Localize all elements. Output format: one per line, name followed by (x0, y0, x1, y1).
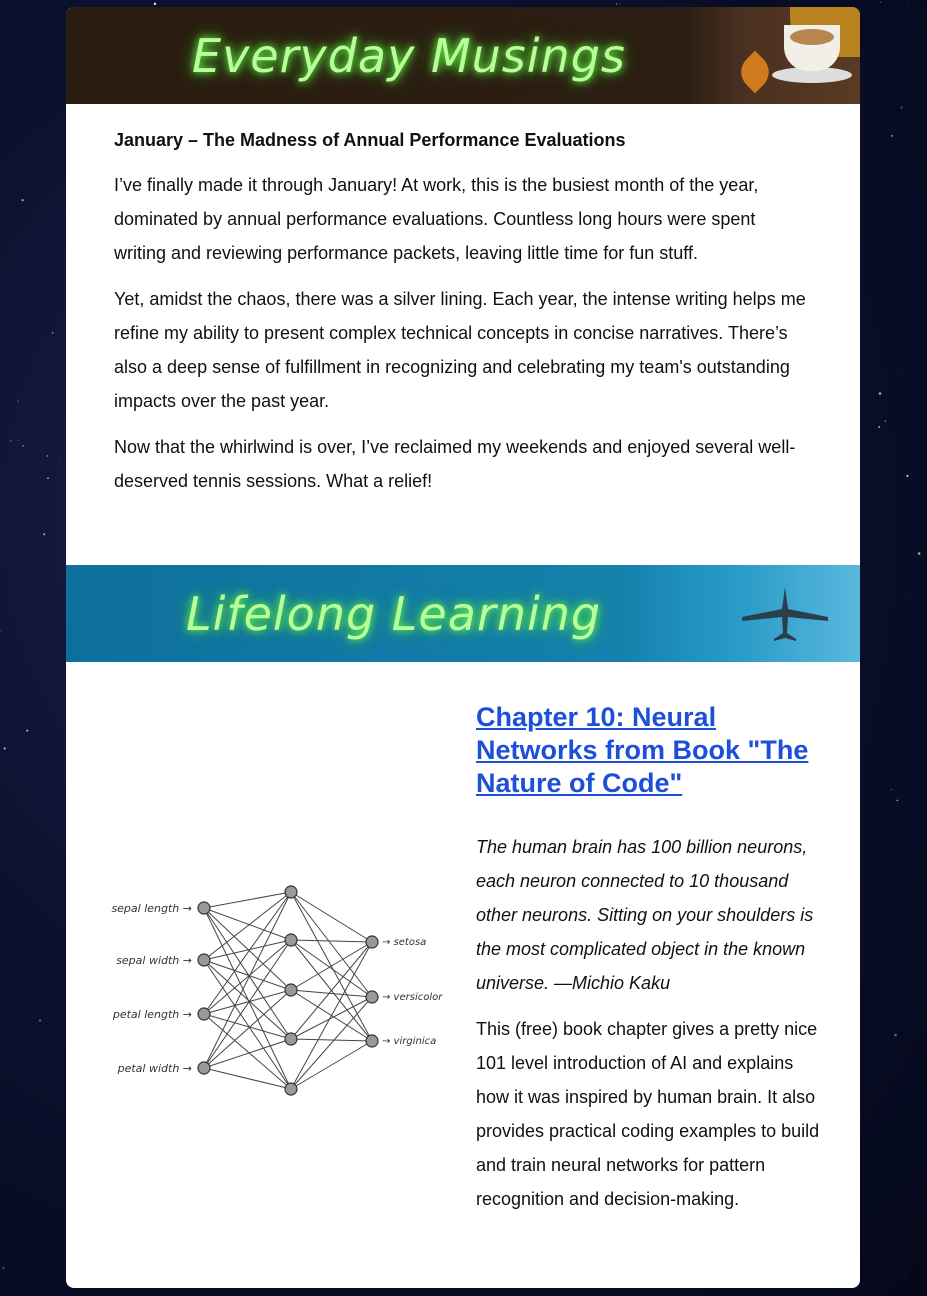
neuron-node (366, 936, 378, 948)
connection-line (291, 1039, 372, 1041)
star (891, 135, 893, 137)
connection-line (204, 940, 291, 1014)
neuron-node (366, 1035, 378, 1047)
star (878, 426, 880, 428)
connection-line (204, 892, 291, 1014)
star (22, 445, 24, 447)
star (880, 2, 881, 3)
input-label: sepal length → (111, 902, 192, 915)
leaf-image (734, 51, 776, 93)
connection-line (204, 960, 291, 990)
star (901, 370, 902, 371)
lifelong-learning-banner (66, 565, 860, 662)
chapter-link[interactable]: Chapter 10: Neural Networks from Book "The Nature of Code" (476, 702, 809, 798)
neuron-node (198, 1008, 210, 1020)
star (894, 1034, 897, 1037)
star (620, 3, 621, 4)
post-title: January – The Madness of Annual Performance Evaluations (114, 130, 626, 150)
star (897, 1157, 898, 1158)
connection-line (204, 1039, 291, 1068)
post-paragraph: Now that the whirlwind is over, I’ve reclaimed my weekends and enjoyed several well-deserved tennis sessions. What a relief! (114, 437, 796, 491)
connection-line (291, 1041, 372, 1089)
star (0, 631, 1, 633)
star (616, 3, 618, 5)
star (3, 1267, 5, 1269)
output-label: → virginica (382, 1036, 437, 1047)
star (903, 230, 904, 231)
connection-line (291, 892, 372, 942)
connection-line (204, 908, 291, 990)
neuron-node (285, 984, 297, 996)
star (52, 332, 54, 334)
connection-line (204, 892, 291, 908)
post-section (66, 104, 860, 498)
input-label: petal width → (117, 1062, 192, 1075)
star (59, 460, 60, 461)
star (17, 401, 19, 403)
star (47, 477, 49, 479)
learning-section (66, 663, 860, 1288)
connection-line (204, 940, 291, 1068)
star (906, 475, 908, 477)
neuron-node (285, 934, 297, 946)
connection-line (204, 908, 291, 1039)
neural-network-diagram (66, 663, 466, 1288)
star (10, 440, 12, 442)
connection-line (291, 942, 372, 1089)
star (905, 1274, 906, 1275)
banner-title: Everyday Musings (192, 28, 626, 83)
content-card (66, 7, 860, 1288)
input-label: petal length → (112, 1008, 192, 1021)
post-paragraph: Yet, amidst the chaos, there was a silver lining. Each year, the intense writing helps me refine my ability to present complex technical concepts in concise narratives. There’s also a deep sense of fulfillment in recognizing and celebrating my team's outstanding impacts over the past year. (114, 289, 806, 411)
input-label: sepal width → (116, 954, 192, 967)
airplane-icon (740, 583, 830, 643)
connection-line (291, 940, 372, 942)
neuron-node (285, 886, 297, 898)
neuron-node (285, 1033, 297, 1045)
connection-line (291, 997, 372, 1089)
connection-line (291, 942, 372, 1039)
star (880, 980, 881, 981)
description-text: This (free) book chapter gives a pretty nice 101 level introduction of AI and explains how it was inspired by human brain. It also provides practical coding examples to build and train neural networks for pattern recognition and decision-making. (476, 1019, 820, 1209)
star (22, 199, 24, 201)
quote-text: The human brain has 100 billion neurons, each neuron connected to 10 thousand other neurons. Sitting on your shoulders is the most complicated object in the known universe. —Michio Kaku (476, 837, 814, 993)
neuron-node (285, 1083, 297, 1095)
star (39, 1019, 42, 1022)
coffee-cup-icon (784, 25, 840, 71)
connection-line (204, 1068, 291, 1089)
connection-line (291, 942, 372, 990)
neuron-node (366, 991, 378, 1003)
banner-title: Lifelong Learning (186, 586, 602, 641)
star (907, 6, 908, 7)
neuron-node (198, 954, 210, 966)
star (154, 3, 156, 5)
star (879, 392, 882, 395)
connection-line (204, 960, 291, 1039)
output-label: → versicolor (382, 992, 443, 1003)
post-paragraph: I’ve finally made it through January! At work, this is the busiest month of the year, dominated by annual performance evaluations. Countless long hours were spent writing and reviewing performance packets, leaving little time for fun stuff. (114, 175, 759, 263)
star (891, 789, 892, 790)
star (897, 800, 899, 802)
output-label: → setosa (382, 937, 427, 948)
neuron-node (198, 1062, 210, 1074)
star (43, 533, 45, 535)
connection-line (291, 940, 372, 997)
everyday-musings-banner (66, 7, 860, 104)
star (26, 730, 28, 732)
star (12, 318, 13, 319)
star (4, 747, 6, 749)
star (918, 552, 921, 555)
star (885, 420, 886, 421)
connection-line (291, 892, 372, 997)
star (18, 440, 19, 441)
star (900, 106, 902, 108)
star (47, 455, 48, 456)
neuron-node (198, 902, 210, 914)
